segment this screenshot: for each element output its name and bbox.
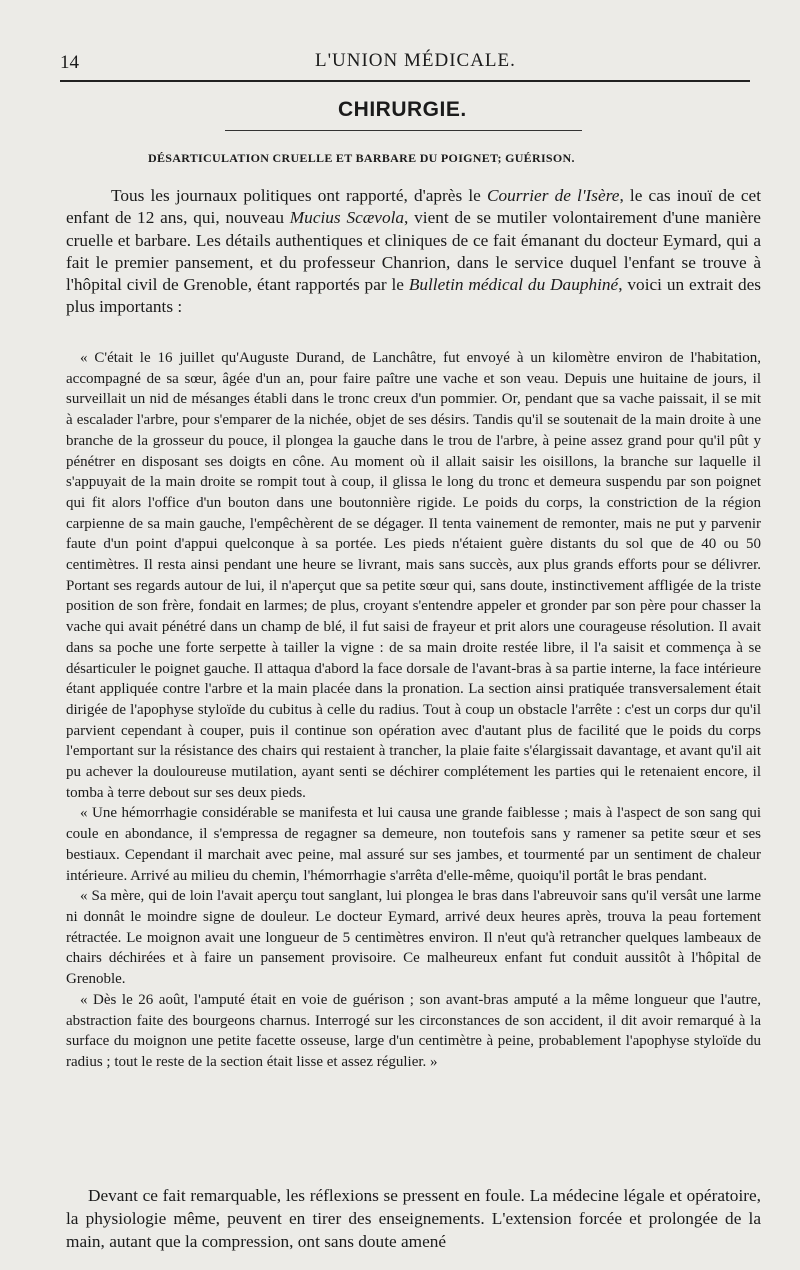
intro-text-4: , voici un extrait des plus importants : (66, 275, 761, 317)
section-title: CHIRURGIE. (338, 98, 467, 121)
running-header: L'UNION MÉDICALE. (315, 50, 516, 71)
article-title: DÉSARTICULATION CRUELLE ET BARBARE DU POIGNET; GUÉRISON. (148, 151, 575, 165)
intro-paragraph (66, 185, 761, 319)
page-number: 14 (60, 52, 79, 73)
intro-text-1: Tous les journaux politiques ont rapporté, d'après le (111, 186, 487, 205)
header-rule (60, 80, 750, 82)
section-rule (225, 130, 582, 131)
intro-text-2: , le cas inouï de cet enfant de 12 ans, qui, nouveau (66, 186, 762, 228)
quote-paragraph: « C'était le 16 juillet qu'Auguste Durand, de Lanchâtre, fut envoyé à un kilomètre environ de l'habitation, accompagné de sa sœur, âgée d'un an, pour faire paître une vache et son veau. Depuis une huitaine de jours, il surveillait un nid de mésanges établi dans le tronc creux d'un pommier. Or, pendant que sa vache paissait, il se mit à escalader l'arbre, pour s'emparer de la nichée, objet de ses désirs. Tandis qu'il se soutenait de la main droite à une branche de la grosseur du pouce, il plongea la gauche dans le trou de l'arbre, à peine assez grand pour qu'il pût y pénétrer en disposant ses doigts en cône. Au moment où il allait saisir les oisillons, la branche sur laquelle il s'appuyait de la main droite se rompit tout à coup, il glissa le long du tronc et demeura suspendu par son poignet qui fit alors l'office d'un bouton dans une boutonnière rigide. Le poids du corps, la constriction de la région carpienne de sa main gauche, l'empêchèrent de se dégager. Il tenta vainement de remonter, mais ne put y parvenir faute d'un point d'appui quelconque à sa portée. Les pieds n'étaient guère distants du sol que de 40 ou 50 centimètres. Il resta ainsi pendant une heure se livrant, mais sans succès, aux plus grands efforts pour se délivrer. Portant ses regards autour de lui, il n'aperçut que sa petite sœur qui, sans doute, instinctivement affligée de la triste position de son frère, fondait en larmes; de plus, croyant s'entendre appeler et gronder par son père pour chasser la vache qui avait pénétré dans un champ de blé, il fut saisi de frayeur et prit alors une courageuse résolution. Il avait dans sa poche une forte serpette à tailler la vigne : de sa main droite restée libre, il l'a saisit et commença à se désarticuler le poignet gauche. Il attaqua d'abord la face dorsale de l'avant-bras à sa partie interne, la face intérieure étant appliquée contre l'arbre et la main placée dans la pronation. La section ainsi pratiquée transversalement était dirigée de l'apophyse styloïde du cubitus à celle du radius. Tout à coup un obstacle l'arrête : c'est un corps dur qu'il parvient cependant à couper, puis il continue son opération avec d'autant plus de facilité que le poids du corps l'emportant sur la résistance des chairs qui restaient à trancher, la plaie faite s'élargissait davantage, et avant qu'il ait pu achever la douloureuse mutilation, ayant senti se déchirer complétement les parties qui le retenaient encore, il tomba à terre debout sur ses deux pieds. (66, 350, 761, 801)
quoted-report (66, 348, 761, 1073)
quote-paragraph: « Sa mère, qui de loin l'avait aperçu tout sanglant, lui plongea le bras dans l'abreuvoir sans qu'il versât une larme ni donnât le moindre signe de douleur. Le docteur Eymard, arrivé deux heures après, trouva la peau fortement rétractée. Le moignon avait une longueur de 5 centimètres environ. Il n'eut qu'à retrancher quelques lambeaux de chairs déchirées et à faire un pansement provisoire. Ce malheureux enfant fut conduit aussitôt à l'hôpital de Grenoble. (66, 888, 761, 988)
intro-text-3: , vient de se mutiler volontairement d'une manière cruelle et barbare. Les détails authentiques et cliniques de ce fait émanant du docteur Eymard, qui a fait le premier pansement, et du professeur Chanrion, dans le service duquel l'enfant se trouve à l'hôpital civil de Grenoble, étant rapportés par le (66, 208, 761, 295)
source-bulletin: Bulletin médical du Dauphiné (408, 275, 619, 295)
quote-paragraph: « Une hémorrhagie considérable se manifesta et lui causa une grande faiblesse ; mais à l'aspect de son sang qui coule en abondance, il s'empressa de regagner sa demeure, non toutefois sans y ramener sa petite sœur et ses bestiaux. Cependant il marchait avec peine, mal assuré sur ses jambes, et tourmenté par un sentiment de chaleur intérieure. Arrivé au milieu du chemin, l'hémorrhagie s'arrêta d'elle-même, quoiqu'il portât le bras pendant. (66, 805, 761, 884)
allusion-mucius: Mucius Scævola (289, 208, 405, 228)
source-courrier: Courrier de l'Isère (486, 186, 620, 205)
closing-paragraph: Devant ce fait remarquable, les réflexions se pressent en foule. La médecine légale et opératoire, la physiologie même, peuvent en tirer des enseignements. L'extension forcée et prolongée de la main, autant que la compression, ont sans doute amené (66, 1186, 761, 1251)
quote-paragraph: « Dès le 26 août, l'amputé était en voie de guérison ; son avant-bras amputé a la même longueur que l'autre, abstraction faite des bourgeons charnus. Interrogé sur les circonstances de son accident, il dit avoir remarqué à la surface du moignon une petite facette osseuse, large d'un centimètre à peine, probablement l'apophyse styloïde du radius ; tout le reste de la section était lisse et assez régulier. » (66, 991, 761, 1070)
